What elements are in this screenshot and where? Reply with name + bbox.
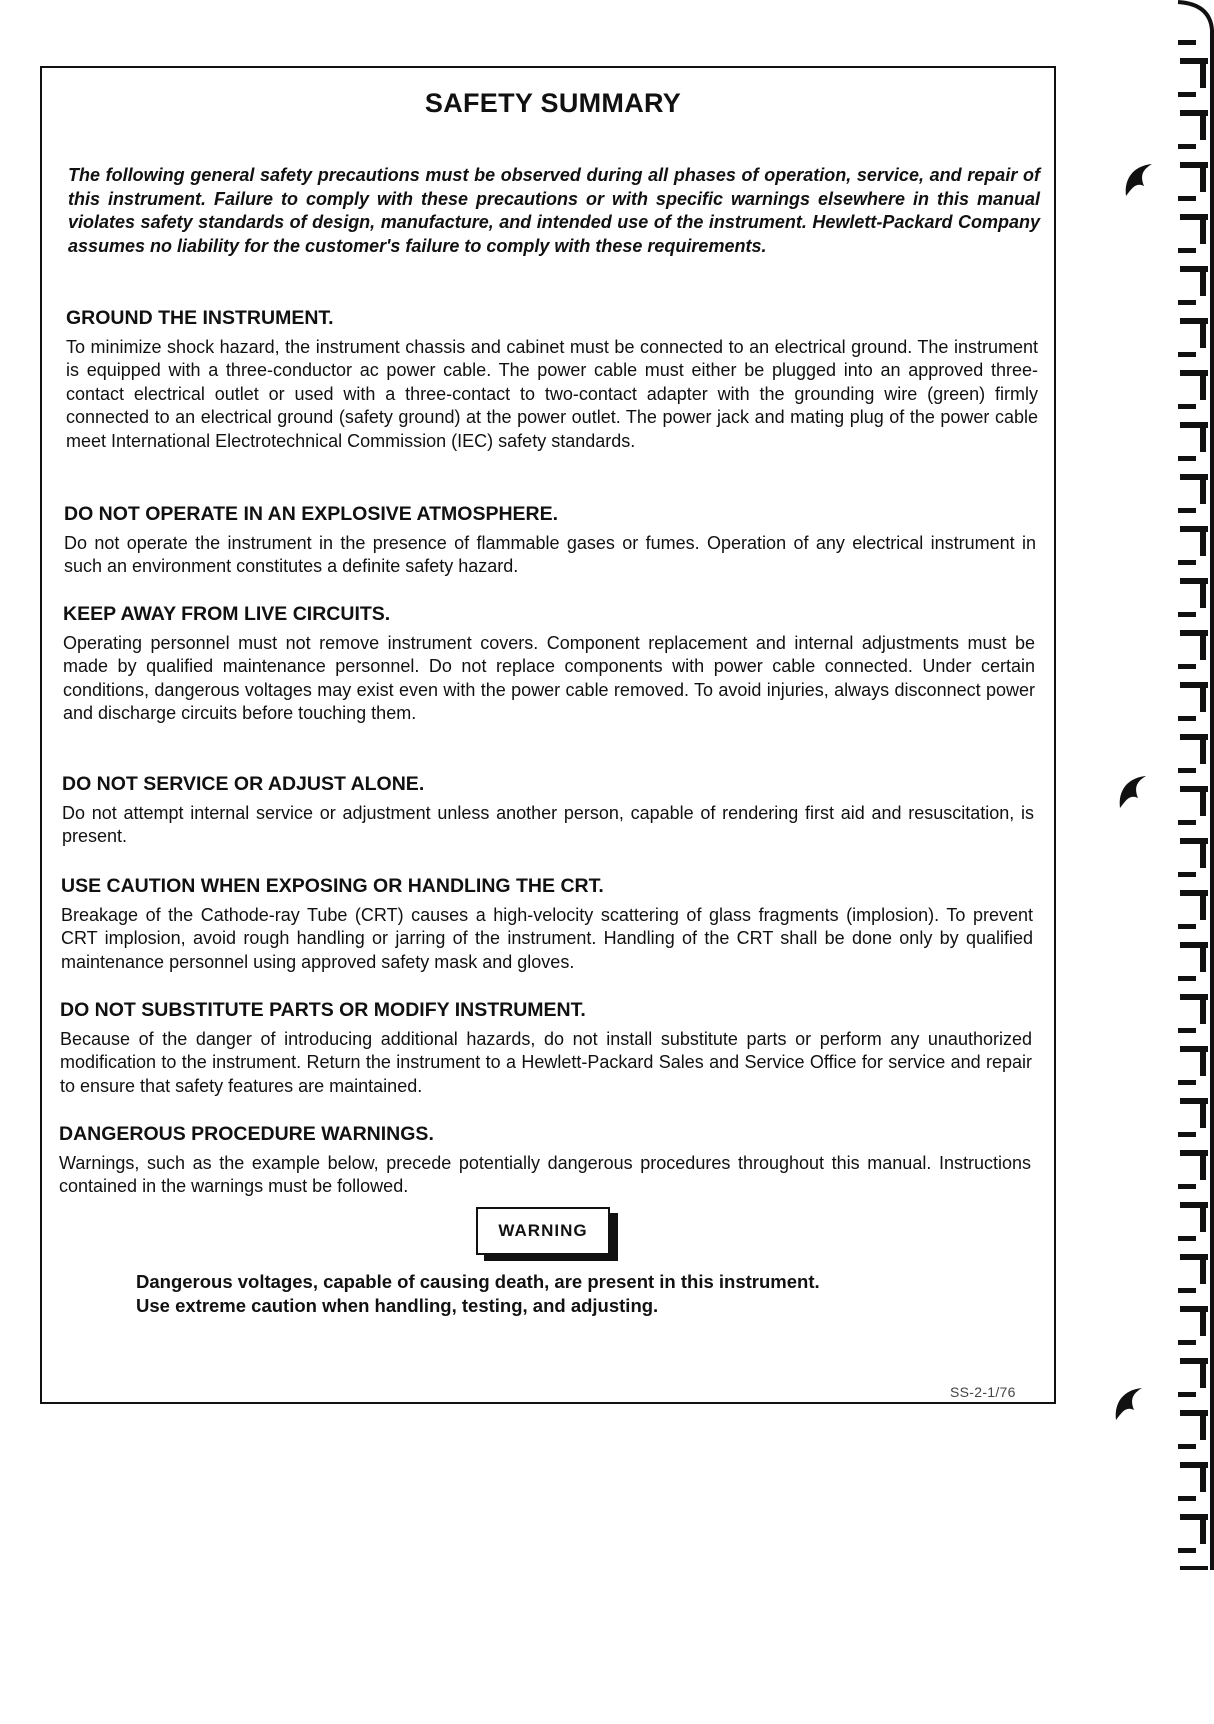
binding-tick [1200,1358,1206,1388]
binding-strip [1170,0,1214,1570]
binding-tick [1200,890,1206,920]
binding-tick [1178,716,1196,721]
section-body: Do not operate the instrument in the presence of flammable gases or fumes. Operation of any electrical instrument in such an environment constitutes a definite safety hazard. [64,533,1036,577]
section-service-alone [62,772,1034,849]
binding-tick [1200,578,1206,608]
binding-tick [1178,1444,1196,1449]
binding-hole-icon [1112,1384,1148,1424]
binding-tick [1178,1028,1196,1033]
binding-tick [1178,352,1196,357]
page-frame [40,66,1056,1404]
binding-tick [1178,1080,1196,1085]
section-heading: DO NOT SERVICE OR ADJUST ALONE. [62,773,425,795]
binding-tick [1200,1566,1206,1570]
section-heading: DO NOT SUBSTITUTE PARTS OR MODIFY INSTRUMENT. [60,999,586,1021]
binding-marks [1170,0,1214,1570]
binding-tick [1178,456,1196,461]
binding-tick [1200,1202,1206,1232]
intro-paragraph: The following general safety precautions must be observed during all phases of operation, service, and repair of this instrument. Failure to comply with these precautions or with specific warnings elsewhere in this manual violates safety standards of design, manufacture, and intended use of the instrument. Hewlett-Packard Company assumes no liability for the customer's failure to comply with these requirements. [68,165,1040,256]
section-explosive [64,502,1036,579]
binding-tick [1200,630,1206,660]
binding-tick [1200,370,1206,400]
binding-tick [1200,682,1206,712]
section-heading: DANGEROUS PROCEDURE WARNINGS. [59,1123,434,1145]
binding-tick [1200,1462,1206,1492]
binding-tick [1178,560,1196,565]
binding-tick [1200,1098,1206,1128]
binding-tick [1200,110,1206,140]
binding-tick [1200,1046,1206,1076]
section-live-circuits [63,602,1035,726]
binding-tick [1178,768,1196,773]
binding-tick [1200,1150,1206,1180]
binding-tick [1200,786,1206,816]
binding-tick [1200,994,1206,1024]
section-heading: GROUND THE INSTRUMENT. [66,307,334,329]
section-heading: USE CAUTION WHEN EXPOSING OR HANDLING THE CRT. [61,875,604,897]
binding-tick [1178,872,1196,877]
binding-tick [1200,942,1206,972]
binding-tick [1178,1236,1196,1241]
binding-tick [1178,1132,1196,1137]
section-body: Warnings, such as the example below, precede potentially dangerous procedures throughout this manual. Instructions contained in the warnings must be followed. [59,1153,1031,1197]
binding-tick [1200,734,1206,764]
binding-tick [1178,1496,1196,1501]
binding-tick [1200,1514,1206,1544]
binding-tick [1178,40,1196,45]
binding-tick [1200,58,1206,88]
binding-tick [1200,266,1206,296]
warning-badge-label: WARNING [476,1207,610,1255]
section-dangerous-procedures [59,1122,1031,1199]
binding-tick [1178,1548,1196,1553]
binding-tick [1200,526,1206,556]
binding-hole-icon [1122,160,1158,200]
section-crt [61,874,1033,974]
binding-tick [1178,1392,1196,1397]
section-body: Operating personnel must not remove instrument covers. Component replacement and internal adjustments must be made by qualified maintenance personnel. Do not replace components with power cable connected. Under certain conditions, dangerous voltages may exist even with the power cable removed. To avoid injuries, always disconnect power and discharge circuits before touching them. [63,633,1035,724]
binding-tick [1178,300,1196,305]
binding-tick [1178,924,1196,929]
section-body: Breakage of the Cathode-ray Tube (CRT) causes a high-velocity scattering of glass fragments (implosion). To prevent CRT implosion, avoid rough handling or jarring of the instrument. Handling of the CRT shall be done only by qualified maintenance personnel using approved safety mask and gloves. [61,905,1033,972]
section-heading: DO NOT OPERATE IN AN EXPLOSIVE ATMOSPHERE. [64,503,559,525]
page-title: SAFETY SUMMARY [424,88,682,118]
section-body: Because of the danger of introducing additional hazards, do not install substitute parts or perform any unauthorized modification to the instrument. Return the instrument to a Hewlett-Packard Sales and Service Office for service and repair to ensure that safety features are maintained. [60,1029,1032,1096]
binding-tick [1178,508,1196,513]
binding-tick [1178,1288,1196,1293]
binding-tick [1200,1306,1206,1336]
binding-tick [1178,612,1196,617]
binding-tick [1178,664,1196,669]
binding-tick [1200,474,1206,504]
binding-tick [1200,214,1206,244]
binding-tick [1178,976,1196,981]
section-body: Do not attempt internal service or adjustment unless another person, capable of rendering first aid and resuscitation, is present. [62,803,1034,847]
binding-tick [1178,820,1196,825]
binding-tick [1178,1184,1196,1189]
binding-tick [1200,838,1206,868]
binding-hole-icon [1112,1684,1148,1724]
document-code: SS-2-1/76 [950,1384,1016,1400]
binding-tick [1178,248,1196,253]
section-ground [66,306,1038,453]
warning-text [136,1270,976,1318]
binding-tick [1200,318,1206,348]
binding-tick [1200,1410,1206,1440]
binding-tick [1178,196,1196,201]
binding-tick [1178,92,1196,97]
warning-badge [476,1207,620,1263]
binding-hole-icon [1116,772,1152,812]
binding-tick [1178,404,1196,409]
warning-line-2: Use extreme caution when handling, testing, and adjusting. [136,1295,659,1316]
warning-line-1: Dangerous voltages, capable of causing death, are present in this instrument. [136,1271,820,1292]
section-body: To minimize shock hazard, the instrument chassis and cabinet must be connected to an electrical ground. The instrument is equipped with a three-conductor ac power cable. The power cable must either be plugged into an approved three-contact electrical outlet or used with a three-contact to two-contact adapter with the grounding wire (green) firmly connected to an electrical ground (safety ground) at the power outlet. The power jack and mating plug of the power cable meet International Electrotechnical Commission (IEC) safety standards. [66,337,1038,451]
section-substitute-parts [60,998,1032,1098]
binding-tick [1200,422,1206,452]
binding-tick [1178,1340,1196,1345]
binding-tick [1178,144,1196,149]
section-heading: KEEP AWAY FROM LIVE CIRCUITS. [63,603,391,625]
binding-tick [1200,162,1206,192]
binding-tick [1200,1254,1206,1284]
